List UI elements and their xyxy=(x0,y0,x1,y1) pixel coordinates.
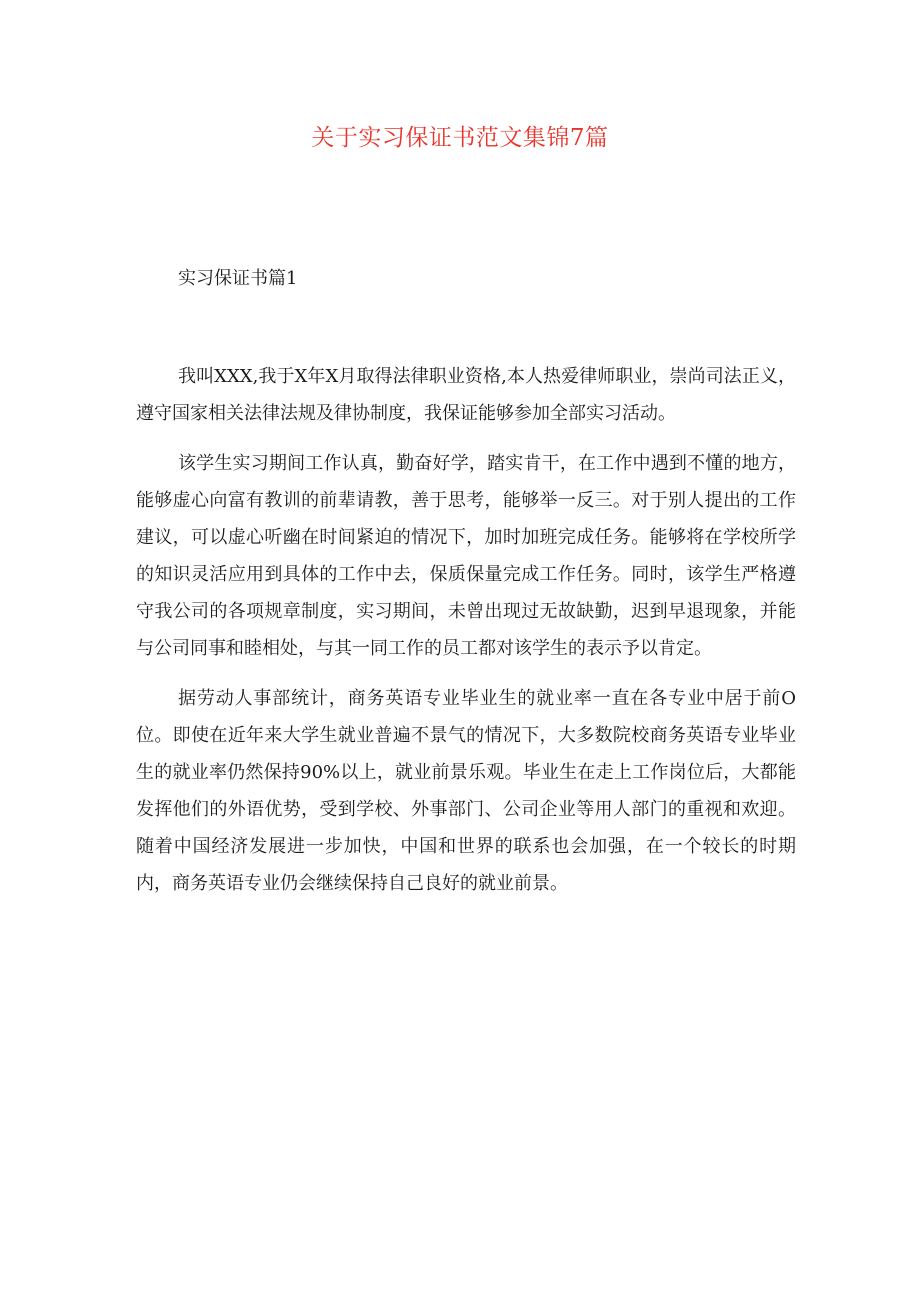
paragraph-2: 该学生实习期间工作认真，勤奋好学，踏实肯干，在工作中遇到不懂的地方，能够虚心向富有教训的前辈请教，善于思考，能够举一反三。对于别人提出的工作建议，可以虚心听幽在时间紧迫的情况下，加时加班完成任务。能够将在学校所学的知识灵活应用到具体的工作中去，保质保量完成工作任务。同时，该学生严格遵守我公司的各项规章制度，实习期间，未曾出现过无故缺勤，迟到早退现象，并能与公司同事和睦相处，与其一同工作的员工都对该学生的表示予以肯定。 xyxy=(136,453,796,659)
section-heading: 实习保证书篇1 xyxy=(178,268,298,289)
paragraph-1: 我叫XXX,我于X年X月取得法律职业资格,本人热爱律师职业，崇尚司法正义，遵守国家相关法律法规及律协制度，我保证能够参加全部实习活动。 xyxy=(136,366,796,424)
document-title: 关于实习保证书范文集锦7篇 xyxy=(311,125,609,151)
paragraph-3: 据劳动人事部统计，商务英语专业毕业生的就业率一直在各专业中居于前O位。即使在近年来大学生就业普遍不景气的情况下，大多数院校商务英语专业毕业生的就业率仍然保持90%以上，就业前景乐观。毕业生在走上工作岗位后，大都能发挥他们的外语优势，受到学校、外事部门、公司企业等用人部门的重视和欢迎。随着中国经济发展进一步加快，中国和世界的联系也会加强，在一个较长的时期内，商务英语专业仍会继续保持自己良好的就业前景。 xyxy=(136,688,796,894)
document-body xyxy=(136,358,796,915)
